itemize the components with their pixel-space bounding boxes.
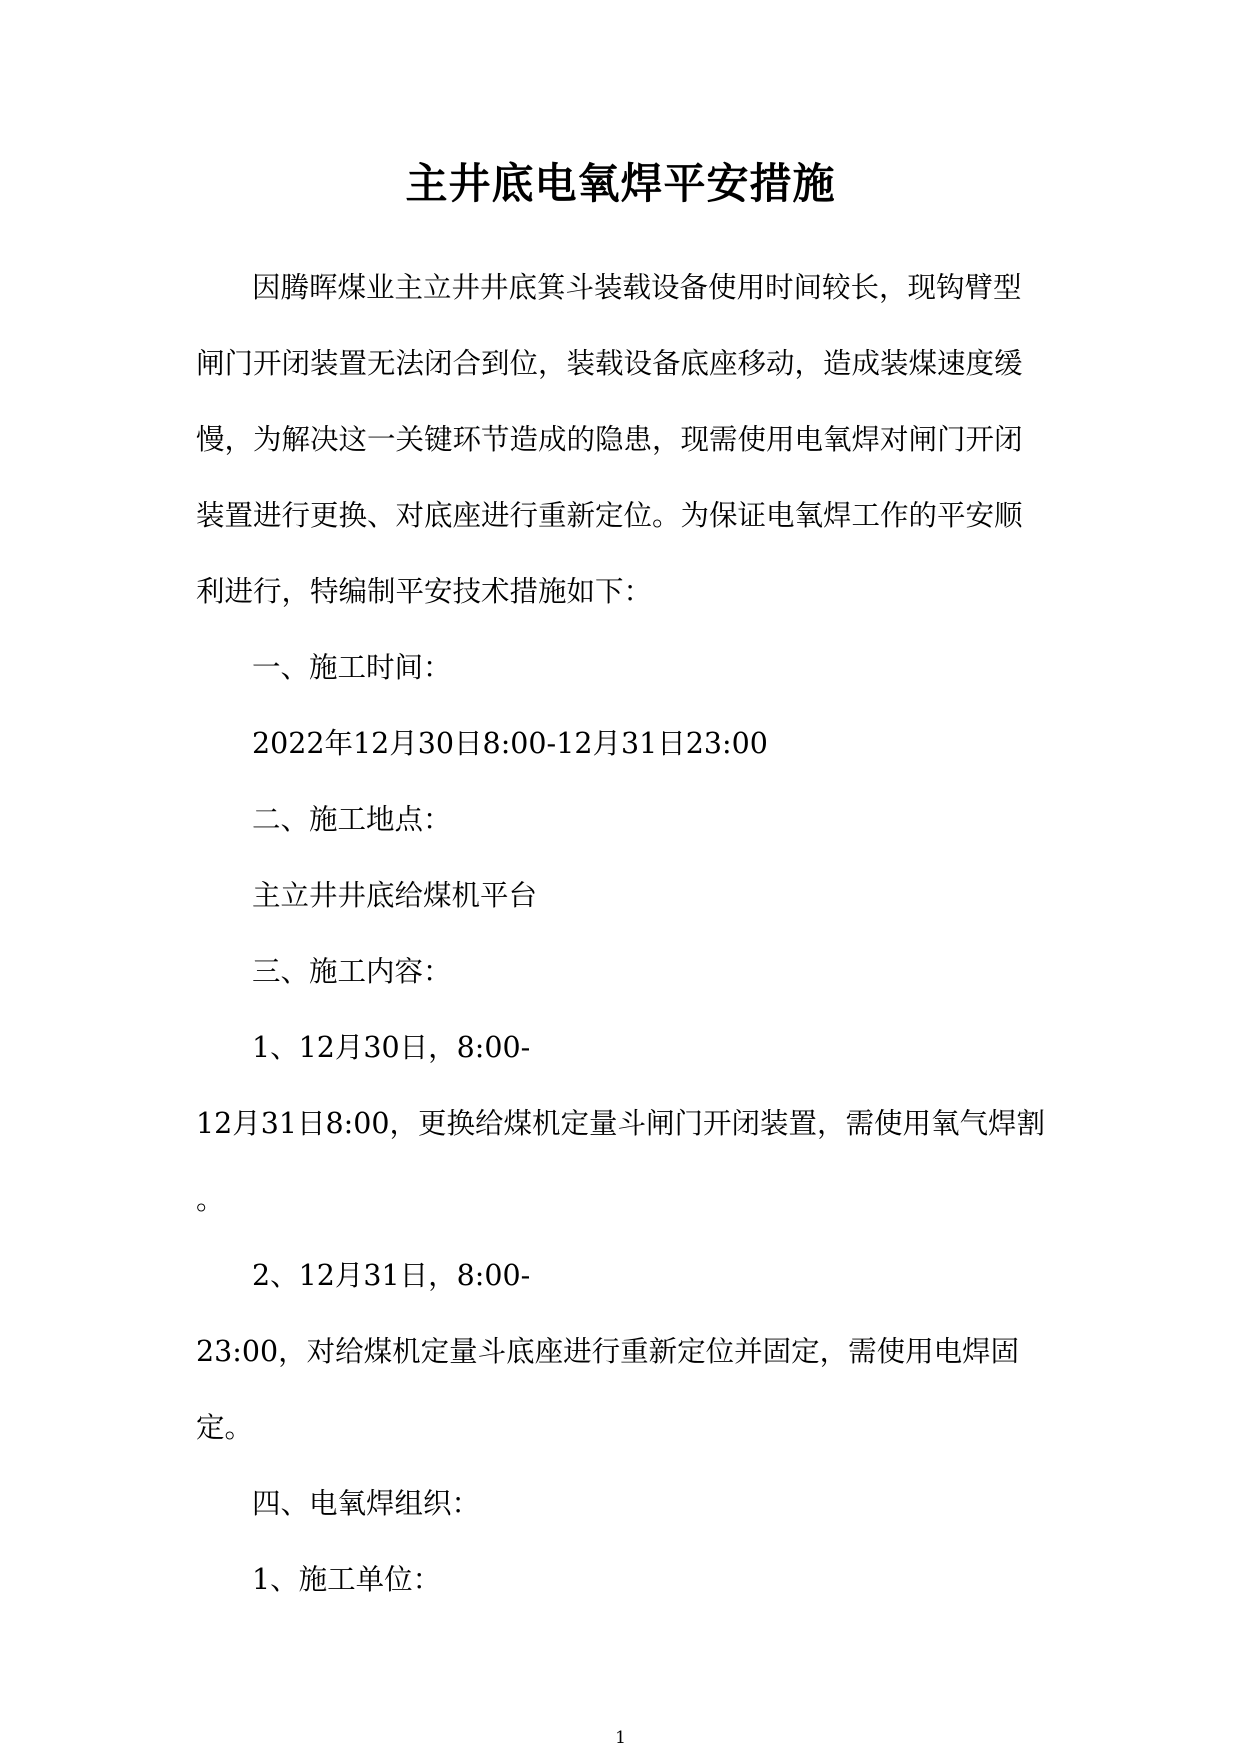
construction-time-value: 2022年12月30日8:00-12月31日23:00	[252, 727, 768, 760]
construction-location-value: 主立井井底给煤机平台	[252, 879, 538, 912]
section-heading-time: 一、施工时间：	[252, 651, 452, 684]
content-item-2-end: 定。	[196, 1411, 254, 1444]
paragraph-line: 闸门开闭装置无法闭合到位，装载设备底座移动，造成装煤速度缓	[196, 347, 1023, 380]
page-number: 1	[615, 1728, 626, 1748]
organization-item-1: 1、施工单位：	[252, 1563, 442, 1596]
section-heading-location: 二、施工地点：	[252, 803, 452, 836]
paragraph-line: 装置进行更换、对底座进行重新定位。为保证电氧焊工作的平安顺	[196, 499, 1023, 532]
content-item-1: 1、12月30日，8:00-	[252, 1031, 531, 1064]
content-item-1-end: 。	[196, 1183, 225, 1216]
paragraph-line: 利进行，特编制平安技术措施如下：	[196, 575, 653, 608]
page-title: 主井底电氧焊平安措施	[405, 159, 836, 208]
content-item-2-cont: 23:00，对给煤机定量斗底座进行重新定位并固定，需使用电焊固	[196, 1335, 1020, 1368]
content-item-2: 2、12月31日，8:00-	[252, 1259, 531, 1292]
section-heading-content: 三、施工内容：	[252, 955, 452, 988]
content-item-1-cont: 12月31日8:00，更换给煤机定量斗闸门开闭装置，需使用氧气焊割	[196, 1107, 1046, 1140]
paragraph-line: 因腾晖煤业主立井井底箕斗装载设备使用时间较长，现钩臂型	[252, 271, 1022, 304]
paragraph-line: 慢，为解决这一关键环节造成的隐患，现需使用电氧焊对闸门开闭	[196, 423, 1023, 456]
section-heading-organization: 四、电氧焊组织：	[252, 1487, 481, 1520]
